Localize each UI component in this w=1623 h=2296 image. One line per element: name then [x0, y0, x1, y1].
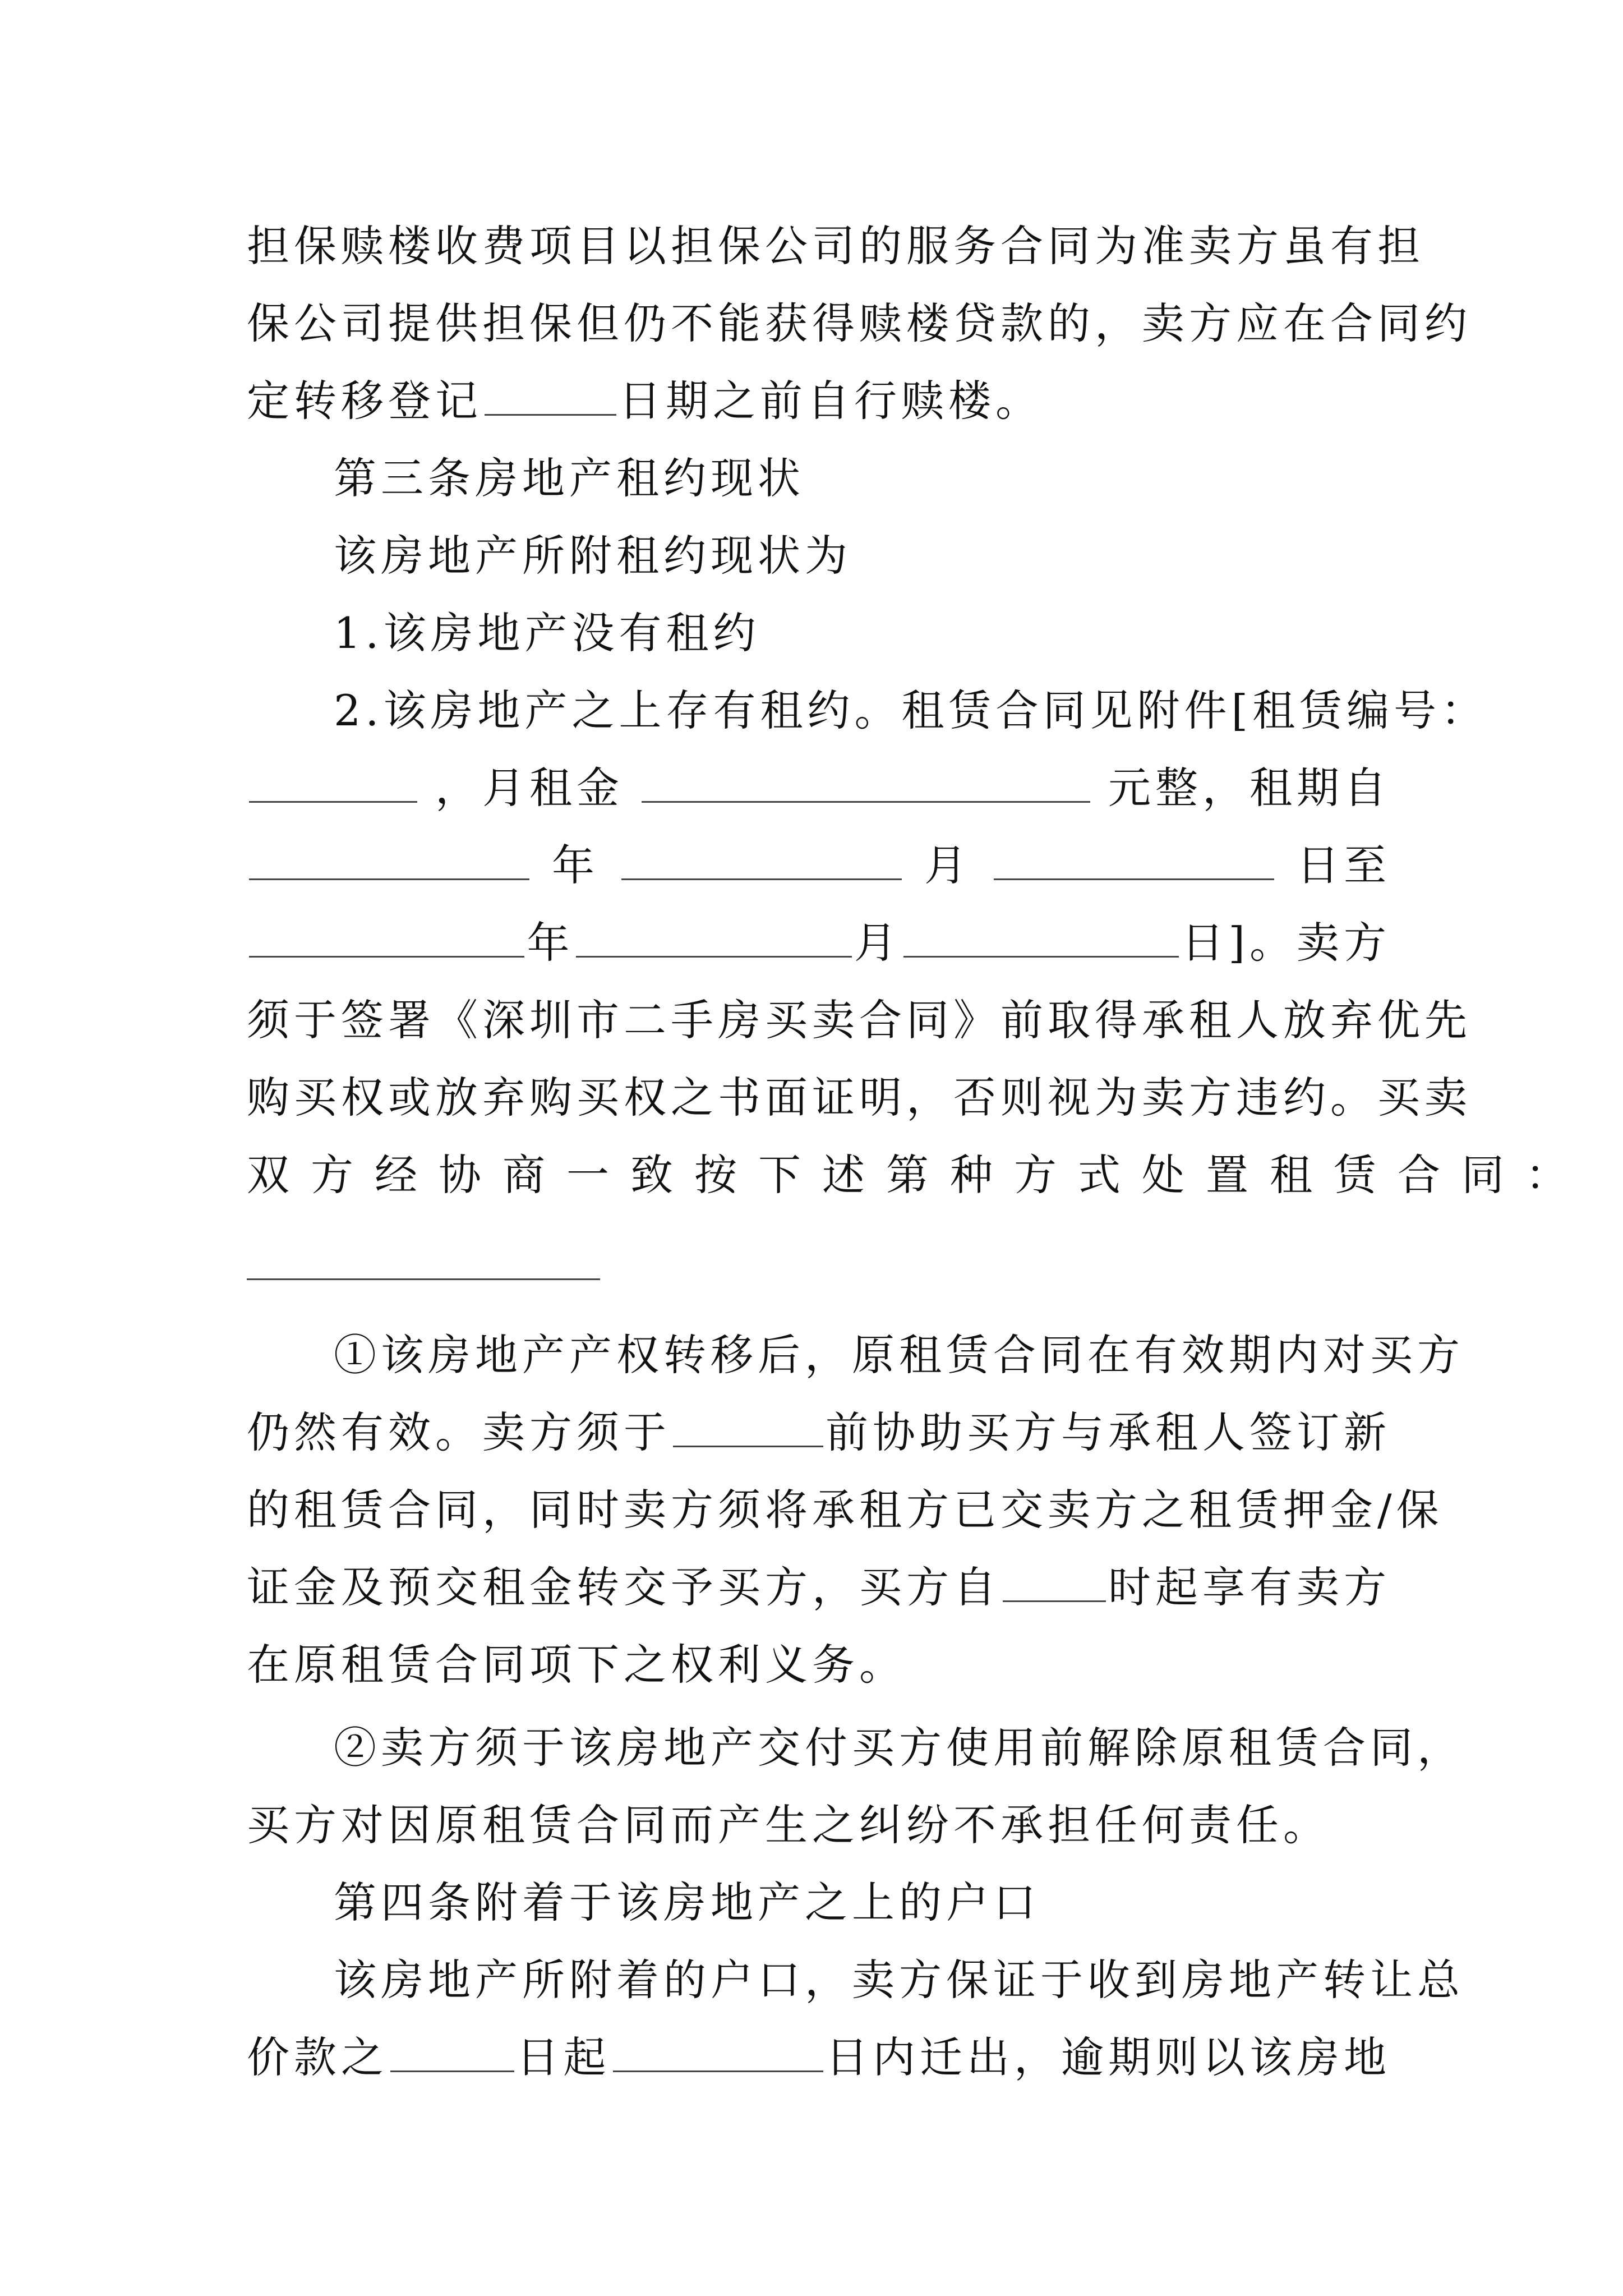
paragraph-text: 证金及预交租金转交予买方，买方自	[247, 1562, 1000, 1612]
rights-start-blank[interactable]	[1003, 1600, 1106, 1602]
paragraph-text: ，月租金	[435, 763, 624, 813]
paragraph-text: 担保赎楼收费项目以担保公司的服务合同为准卖方虽有担	[247, 221, 1424, 271]
paragraph-text: 前协助买方与承租人签订新	[826, 1407, 1391, 1457]
text-line	[247, 672, 1488, 749]
paragraph-text: 价款之	[247, 2032, 388, 2082]
paragraph-text: 仍然有效。卖方须于	[247, 1407, 671, 1457]
paragraph-text: 定转移登记	[247, 376, 482, 426]
option-2-text: ②卖方须于该房地产交付买方使用前解除原租赁合同，	[334, 1723, 1464, 1773]
text-line	[247, 1394, 1391, 1471]
end-day-blank[interactable]	[903, 956, 1179, 958]
article-4-title: 第四条附着于该房地产之上的户口	[334, 1878, 1040, 1927]
paragraph-text: 买方对因原租赁合同而产生之纠纷不承担任何责任。	[247, 1800, 1330, 1850]
text-line	[247, 1626, 1391, 1704]
paragraph-text: 时起享有卖方	[1108, 1562, 1391, 1612]
start-year-blank[interactable]	[249, 878, 529, 880]
month-label: 月	[854, 918, 901, 968]
spacer	[247, 1280, 1391, 1317]
days-blank-2[interactable]	[613, 2070, 823, 2072]
text-line	[247, 517, 1391, 595]
text-line	[247, 2019, 1391, 2096]
paragraph-text: 购买权或放弃购买权之书面证明，否则视为卖方违约。买卖	[247, 1073, 1472, 1122]
fill-in-blank[interactable]	[485, 414, 616, 416]
text-line	[247, 1317, 1464, 1394]
article-3-title: 第三条房地产租约现状	[334, 453, 805, 503]
paragraph-text: 该房地产所附着的户口，卖方保证于收到房地产转让总	[334, 1955, 1464, 2005]
days-blank-1[interactable]	[390, 2070, 514, 2072]
article-title	[247, 440, 1391, 517]
start-day-blank[interactable]	[994, 878, 1274, 880]
day-to-label: 日至	[1297, 840, 1391, 890]
new-lease-deadline-blank[interactable]	[673, 1446, 823, 1447]
paragraph-text: 元整，租期自	[1108, 763, 1391, 813]
text-line	[247, 1471, 1444, 1549]
text-line	[247, 285, 1472, 362]
spacer	[247, 1214, 1391, 1273]
list-item: 1.该房地产没有租约	[334, 608, 760, 658]
end-year-blank[interactable]	[249, 956, 524, 958]
text-line	[247, 1941, 1464, 2019]
paragraph-text: 双方经协商一致按下述第种方式处置租赁合同：	[247, 1150, 1589, 1200]
article-title	[247, 1864, 1391, 1941]
year-label: 年	[552, 840, 599, 890]
text-line	[247, 982, 1472, 1059]
text-line	[247, 208, 1424, 285]
lease-number-blank[interactable]	[249, 801, 417, 803]
paragraph-text: 日内迁出，逾期则以该房地	[826, 2032, 1391, 2082]
list-item: 2.该房地产之上存有租约。租赁合同见附件[租赁编号：	[334, 685, 1488, 735]
day-end-label: 日]。卖方	[1181, 918, 1391, 968]
text-line	[247, 827, 1391, 904]
text-line	[247, 362, 1391, 440]
paragraph-text: 的租赁合同，同时卖方须将承租方已交卖方之租赁押金/保	[247, 1485, 1444, 1535]
paragraph-text: 日起	[516, 2032, 611, 2082]
paragraph-text: 须于签署《深圳市二手房买卖合同》前取得承租人放弃优先	[247, 995, 1472, 1045]
paragraph-text: 该房地产所附租约现状为	[334, 531, 852, 581]
text-line	[247, 1787, 1391, 1864]
text-line	[247, 904, 1391, 982]
text-line	[247, 595, 1391, 672]
text-line	[247, 1137, 1589, 1214]
paragraph-text: 保公司提供担保但仍不能获得赎楼贷款的，卖方应在合同约	[247, 298, 1472, 348]
document-page	[247, 208, 1589, 2096]
paragraph-text: 在原租赁合同项下之权利义务。	[247, 1640, 906, 1690]
end-month-blank[interactable]	[576, 956, 851, 958]
option-1-text: ①该房地产产权转移后，原租赁合同在有效期内对买方	[334, 1330, 1464, 1380]
year-label: 年	[527, 918, 574, 968]
text-line	[247, 1549, 1391, 1626]
start-month-blank[interactable]	[621, 878, 902, 880]
month-label: 月	[924, 840, 971, 890]
text-line	[247, 1709, 1464, 1787]
paragraph-text: 日期之前自行赎楼。	[619, 376, 1043, 426]
monthly-rent-blank[interactable]	[642, 801, 1090, 803]
text-line	[247, 749, 1391, 827]
text-line	[247, 1059, 1472, 1137]
